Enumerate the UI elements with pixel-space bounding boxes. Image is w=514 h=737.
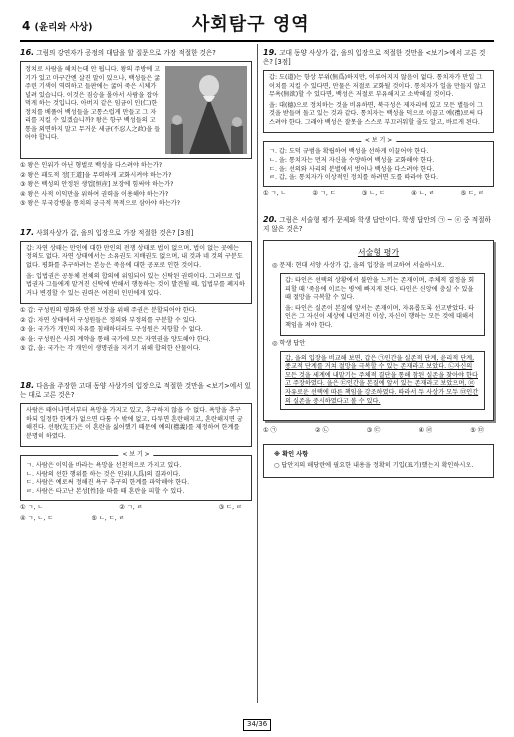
question-19 (263, 47, 494, 198)
q18-choice[interactable]: ① ㄱ, ㄴ (20, 503, 44, 511)
note-text: ○ 답안지의 해당란에 필요한 내용을 정확히 기입(표기)했는지 확인하시오. (274, 462, 474, 470)
q16-choice[interactable]: ⑤ 왕은 부국강병을 통치의 궁극적 목적으로 삼아야 하는가? (20, 200, 181, 208)
q19-text: 고대 동양 사상가 갑, 을의 입장으로 적절한 것만을 <보기>에서 고른 것은? [3점] (263, 49, 486, 67)
q20-paper-title: 서술형 평가 (357, 248, 400, 258)
q19-bogi-item: ㄹ. 갑, 을: 통치자가 이상적인 정치를 하려면 도를 따라야 한다. (269, 174, 439, 182)
q16-choice[interactable]: ③ 왕은 백성의 안정된 생업[恒産] 보장에 힘써야 하는가? (20, 181, 174, 189)
question-18 (20, 380, 252, 524)
q18-choice[interactable]: ② ㄱ, ㄹ (119, 503, 143, 511)
q18-bogi-label: < 보 기 > (118, 451, 153, 459)
q20-choice[interactable]: ③ ㉢ (366, 427, 381, 435)
q16-choice[interactable]: ④ 왕은 사적 이익만을 위하여 권력을 이용해야 하는가? (20, 190, 169, 198)
q17-title (20, 227, 252, 238)
q20-student-answer (280, 351, 485, 410)
q19-bogi-box (263, 137, 494, 186)
q16-passage: 정치로 사람을 해치는데 안 됩니다. 왕의 주방에 고기가 있고 마구간엔 살진 말이 있으나, 백성들은 굶주린 기색이 역력하고 들판에는 굶어 죽은 시체가 널려 있습니다. 이것은 짐승을 몰아서 사람을 잡아먹게 하는 것입니다. 아버지 같은 임금이 인(仁)한 정치를 베풀어 백성들을 고통스럽게 만들고 그 자리를 지킬 수 있겠습니까? 왕은 항구 백성들의 고통을 외면하지 말고 무거운 세금(不忍人之政)을 들어야 합니다. (25, 66, 161, 142)
q18-text: 다음을 주장한 고대 동양 사상가의 입장으로 적절한 것만을 <보기>에서 있는 대로 고른 것은? (20, 381, 251, 400)
q18-bogi-item: ㄹ. 사람은 타고난 본성[性]을 따를 때 혼란을 피할 수 있다. (26, 487, 185, 495)
q19-bogi-item: ㄱ. 갑: 도덕 규범을 확립하여 백성을 선하게 이끌어야 한다. (269, 148, 429, 156)
q18-number: 18. (20, 380, 35, 390)
q18-bogi-item: ㄷ. 사람은 예로써 정해진 욕구 추구의 한계를 파악해야 한다. (26, 479, 190, 487)
q18-passage: 사람은 태어나면서부터 욕망을 가지고 있고, 추구하지 않을 수 없다. 욕망을 추구하되 일정한 한계가 없으면 다툼 수 밖에 없고, 다투면 혼란해지고, 혼란해지면 궁해진다. 선왕(先王)은 이 혼란을 싫어했기 때문에 예의(禮義)를 제정하여 한계를 분명히 하였다. (26, 407, 243, 440)
q19-passage-box (263, 70, 494, 133)
q18-choice[interactable]: ③ ㄷ, ㄹ (218, 503, 242, 511)
column-divider (257, 44, 258, 703)
q17-passage-a: 갑: 자연 상태는 만인에 대한 만인의 전쟁 상태로 법이 없으며, 법이 없는 곳에는 정의도 없다. 자연 상태에서는 소유권도 지배권도 없으며, 내 것과 네 것의 구분도 없다. 평화를 추구하려는 본능은 죽음에 대한 공포로 인한 것이다. (26, 244, 243, 270)
q18-choices (20, 504, 252, 513)
q20-choice[interactable]: ⑤ ㉤ (470, 427, 484, 435)
q16-choice[interactable]: ① 왕은 인위가 아닌 형벌로 백성을 다스려야 하는가? (20, 162, 163, 170)
q19-title (263, 47, 494, 67)
question-17 (20, 227, 252, 354)
q20-number: 20. (263, 215, 278, 225)
q16-text: 그림의 강연자가 공정의 대답을 할 질문으로 가장 적절한 것은? (36, 49, 216, 57)
q18-bogi-item: ㄱ. 사람은 이익을 바라는 욕망을 선천적으로 가지고 있다. (26, 462, 182, 470)
q17-choices (20, 307, 252, 354)
q17-choice[interactable]: ④ 을: 구성원은 사회 계약을 통해 국가에 모든 자연권을 양도해야 한다. (20, 335, 211, 343)
q19-choice[interactable]: ② ㄱ, ㄷ (312, 189, 336, 197)
note-title: ※ 확인 사항 (274, 450, 309, 458)
q19-choice[interactable]: ① ㄱ, ㄴ (263, 189, 287, 197)
q19-bogi-item: ㄷ. 을: 선의와 사리의 분별에서 벗어나 백성을 다스려야 한다. (269, 165, 435, 173)
q18-bogi-box (20, 451, 252, 500)
q18-choices-row2 (20, 515, 252, 524)
q19-choice[interactable]: ③ ㄴ, ㄷ (361, 189, 386, 197)
q16-figure (20, 61, 252, 159)
q17-number: 17. (20, 227, 35, 237)
q20-thinker-b: 을: 타인은 실존이 본질에 앞서는 존재이며, 자유롭도록 선고받았다. 타인은 그 자신이 세상에 내던져진 이상, 자신이 행하는 모든 것에 대해서 책임을 져야 한다. (285, 304, 475, 329)
q17-choice[interactable]: ① 갑: 구성원의 평화와 안전 보장을 위해 주권은 분할되어야 한다. (20, 307, 197, 315)
q17-text: 사회사상가 갑, 을의 입장으로 가장 적절한 것은? [3점] (36, 228, 194, 237)
section-number: 4 (22, 19, 31, 33)
q19-bogi-item: ㄴ. 을: 통치자는 먼저 자신을 수양하여 백성을 교화해야 한다. (269, 157, 435, 165)
q20-text: 그림은 서술형 평가 문제와 학생 답안이다. 학생 답안의 ㉠ ~ ⓔ 중 적절하지 않은 것은? (263, 216, 491, 234)
q20-thinkers-box (280, 273, 485, 336)
q19-number: 19. (263, 48, 278, 57)
confirmation-note (263, 444, 494, 478)
left-column (20, 47, 252, 524)
q19-choice[interactable]: ④ ㄴ, ㄹ (411, 189, 435, 197)
q20-exam-paper (263, 240, 494, 421)
header-rule (20, 40, 494, 42)
q18-passage-box (20, 403, 252, 447)
q16-choice[interactable]: ② 왕은 패도적 정[王道]을 무력하게 교화시켜야 하는가? (20, 171, 172, 179)
page-total: 36 (258, 720, 268, 728)
q17-passage-b: 을: 입법권은 공동체 전체의 합의에 위임되어 있는 신탁된 권력이다. 그러므로 입법권자 그들에게 맡겨진 신탁에 반해서 행동하는 것이 발견될 때, 입법부를 폐지하거나 변경할 수 있는 권력은 여전히 인민에게 있다. (26, 272, 245, 297)
q19-choices (263, 190, 494, 199)
q20-choices (263, 427, 494, 436)
q16-choices (20, 162, 252, 209)
q20-thinker-a: 갑: 타인은 선택의 상황에서 불안을 느끼는 존재이며, 주체적 결정을 회피할 때 '죽음에 이르는 병'에 빠지게 된다. 타인은 신앙에 충실 수 있을 때 절망을 극복할 수 있다. (285, 276, 475, 302)
page-current: 34 (247, 720, 256, 728)
q19-passage-a: 갑: 도(道)는 항상 무위(無爲)하지만, 이루어지지 않음이 없다. 통치자가 만일 그 이치를 지킬 수 있다면, 만물은 저절로 교화될 것이다. 통치자가 일을 만들지 않고 무욕(無欲)할 수 있다면, 백성은 저절로 부유해지고 소박해질 것이다. (269, 74, 486, 99)
q20-title (263, 214, 494, 234)
q17-choice[interactable]: ② 갑: 자연 상태에서 구성원들은 정의와 부정의를 구분할 수 있다. (20, 316, 197, 324)
right-column (263, 47, 494, 478)
page-title: 사회탐구 영역 (192, 14, 310, 35)
question-16 (20, 47, 252, 209)
q18-bogi-item: ㄴ. 사람의 선한 행위를 하는 것은 인위(人爲)의 결과이다. (26, 470, 181, 478)
q16-number: 16. (20, 48, 35, 57)
lecturer-illustration (165, 66, 247, 154)
q20-choice[interactable]: ② ㉡ (314, 427, 329, 435)
q17-choice[interactable]: ③ 을: 국가가 개인의 자유를 침해하더라도 구성원은 저항할 수 없다. (20, 326, 203, 334)
q18-choice[interactable]: ④ ㄱ, ㄴ, ㄷ (20, 515, 54, 523)
q17-passage-box (20, 241, 252, 304)
section-subtitle: (윤리와 사상) (34, 22, 93, 33)
q18-title (20, 380, 252, 400)
q19-choice[interactable]: ⑤ ㄷ, ㄹ (460, 189, 484, 197)
sage-figure-icon (165, 66, 247, 154)
q16-title (20, 47, 252, 58)
q20-choice[interactable]: ① ㉠ (263, 427, 277, 435)
page-number: 34/36 (243, 719, 271, 731)
q19-passage-b: 을: 대(德)으로 정치하는 것을 비유하면, 북극성은 제자리에 있고 모든 별들이 그것을 받들며 돌고 있는 것과 같다. 통치자는 백성을 덕으로 이끌고 예(禮)로써 다스려야 한다. 그래야 백성은 잘못을 스스로 부끄러워할 줄도 알고, 바르게 된다. (269, 101, 484, 126)
q19-bogi-label: < 보 기 > (361, 137, 396, 145)
question-20 (263, 214, 494, 435)
q20-choice[interactable]: ④ ㉣ (418, 427, 433, 435)
q20-problem-label: ◎ 문제: 현대 서양 사상가 갑, 을의 입장을 비교하여 서술하시오. (272, 262, 445, 270)
q20-answer-label: ◎ 학생 답안 (272, 340, 306, 348)
q20-answer-text: 갑, 을의 입장을 비교해 보면, 갑은 ㉠인간을 실존적 단계, 윤리적 단계, 종교적 단계를 거쳐 절망을 극복할 수 있는 존재라고 보았다. ㉡자신의 모든 것을 세계에 내맡기는 주체적 결단을 통해 참된 실존을 찾아야 한다고 주장하였다. 을은 ㉢인간을 본질에 앞서 있는 존재라고 보았으며, ㉣자유로운 선택에 따른 책임을 강조하였다. 따라서 두 사상가 모두 ㉤인간의 실존을 중시하였다고 볼 수 있다. (285, 354, 479, 405)
q18-choice[interactable]: ⑤ ㄴ, ㄷ, ㄹ (91, 515, 125, 523)
section-label (22, 18, 92, 35)
q17-choice[interactable]: ⑤ 갑, 을: 국가는 각 개인이 생명권을 지키기 위해 합의한 산물이다. (20, 345, 201, 353)
